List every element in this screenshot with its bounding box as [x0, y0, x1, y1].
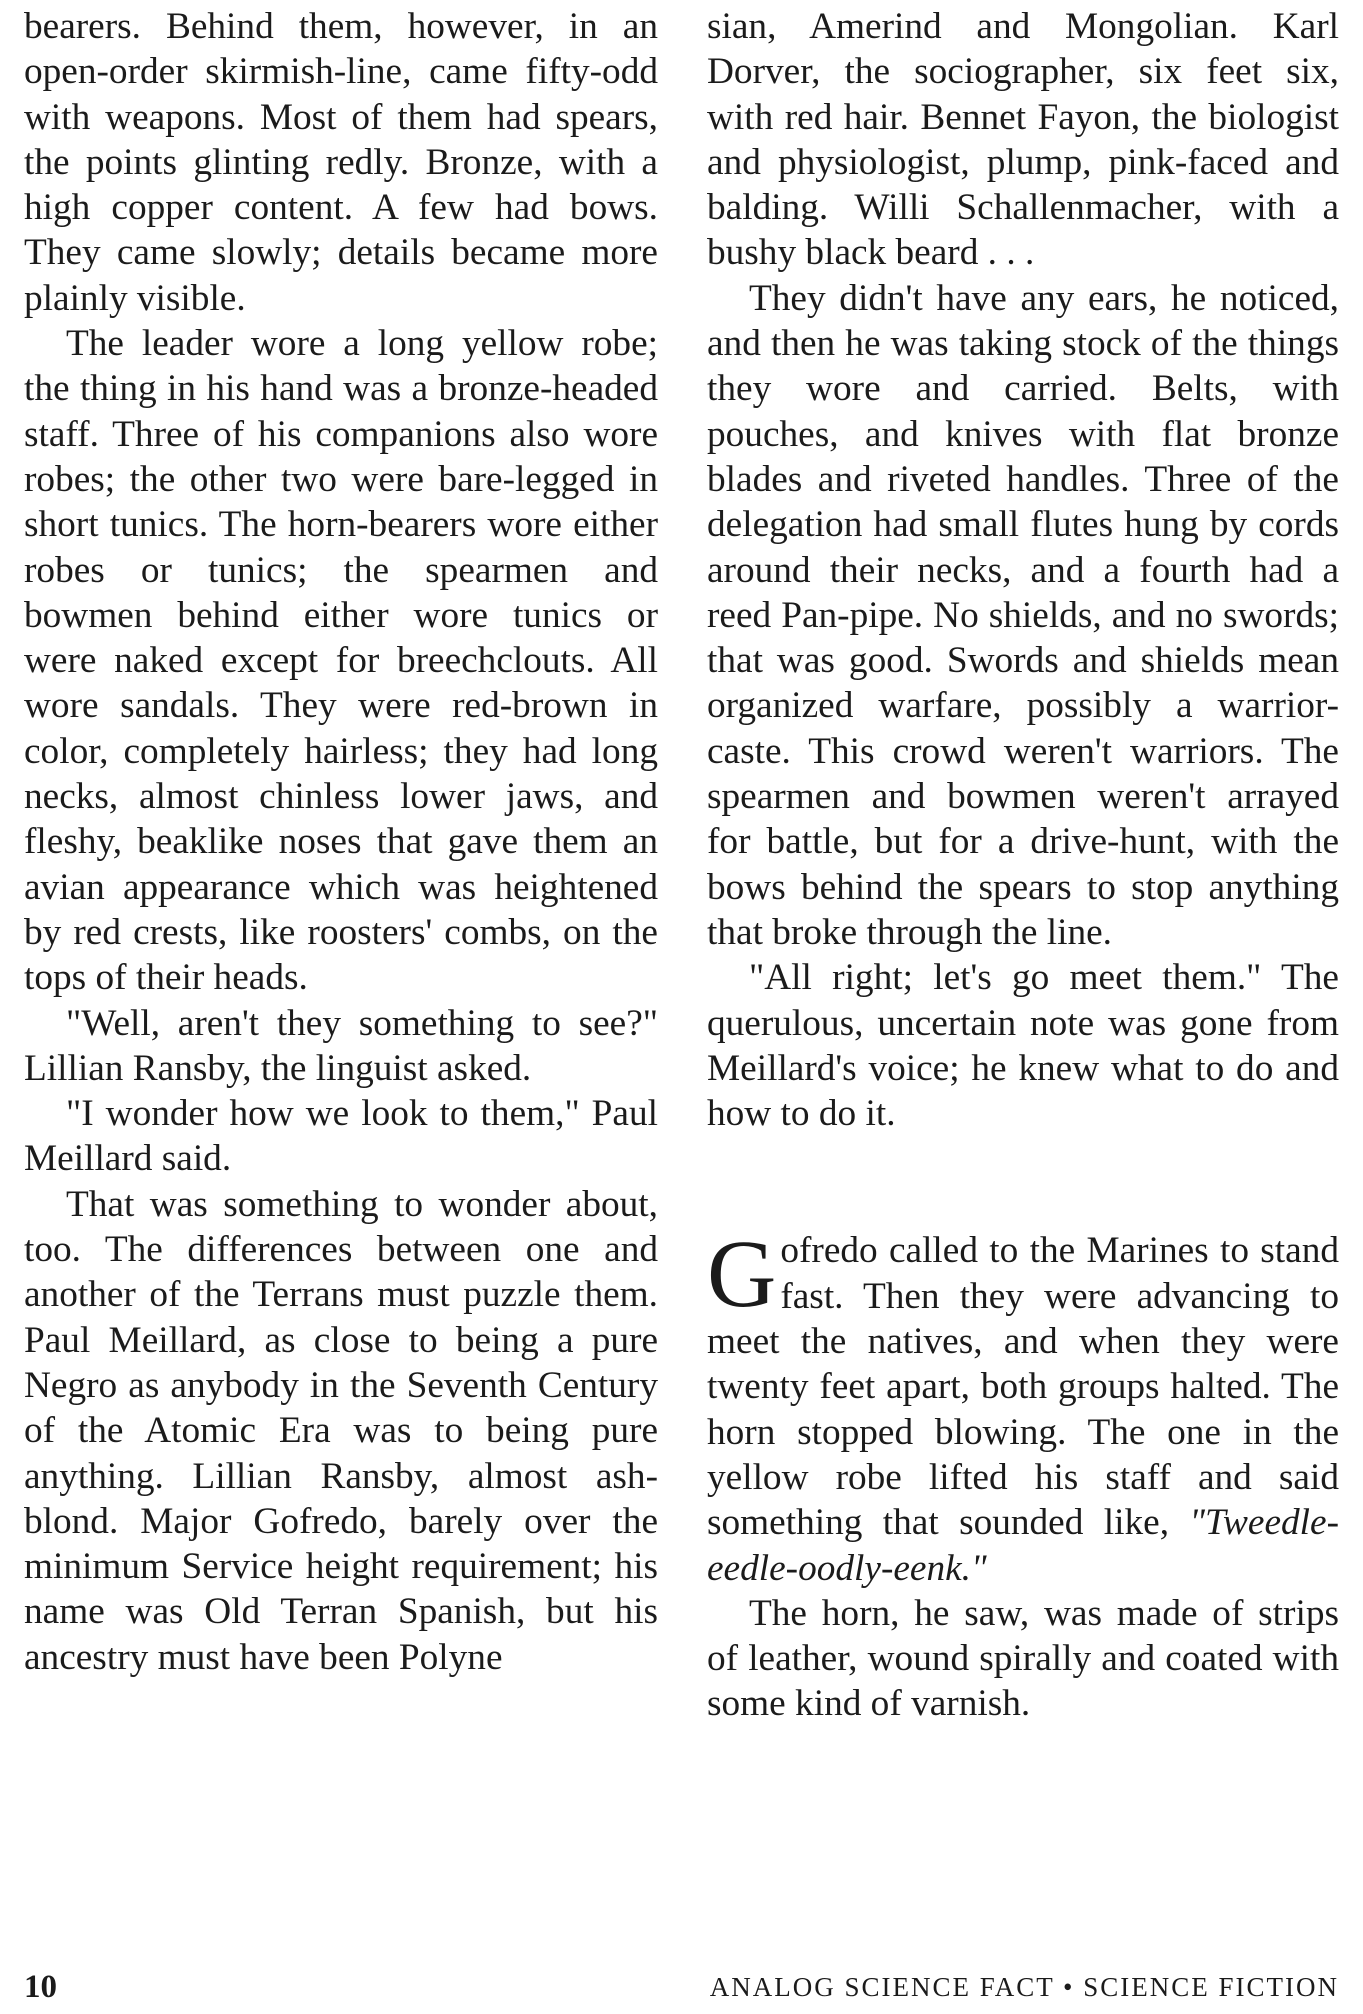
page-number: 10 — [24, 1969, 57, 2005]
paragraph: The leader wore a long yellow robe; the thing in his hand was a bronze-headed staff. Three of his companions also wore robes; the other two were bare-legged in short tunics. The horn-bearers wore either robes or tunics; the spearmen and bowmen behind either wore tunics or were naked except for breechclouts. All wore sandals. They were red-brown in color, completely hairless; they had long necks, almost chinless lower jaws, and fleshy, beaklike noses that gave them an avian appearance which was heightened by red crests, like roosters' combs, on the tops of their heads. — [24, 323, 658, 999]
paragraph: "Well, aren't they something to see?" Lillian Ransby, the linguist asked. — [24, 1002, 658, 1089]
alien-speech: "Tweedle-eedle-oodly-eenk." — [707, 1502, 1339, 1589]
paragraph-text: ofredo called to the Marines to stand fast. Then they were advancing to meet the natives, and when they were twenty feet apart, both groups halted. The horn stopped blowing. The one in the yellow robe lifted his staff and said something that sounded like, — [707, 1230, 1339, 1544]
paragraph: The horn, he saw, was made of strips of leather, wound spirally and coated with some kind of varnish. — [707, 1592, 1339, 1725]
paragraph: sian, Amerind and Mongolian. Karl Dorver, the sociographer, six feet six, with red hair. Bennet Fayon, the biologist and physiologist, plump, pink-faced and balding. Willi Schallenmacher, with a bushy black beard . . . — [707, 6, 1339, 274]
paragraph: That was something to wonder about, too. The differences between one and another of the Terrans must puzzle them. Paul Meillard, as close to being a pure Negro as anybody in the Seventh Century of the Atomic Era was to being pure anything. Lillian Ransby, almost ash-blond. Major Gofredo, barely over the minimum Service height requirement; his name was Old Terran Spanish, but his ancestry must have been Polyne — [24, 1183, 658, 1678]
drop-cap: G — [707, 1220, 777, 1328]
paragraph: "All right; let's go meet them." The querulous, uncertain note was gone from Meillard's voice; he knew what to do and how to do it. — [707, 957, 1339, 1135]
paragraph: bearers. Behind them, however, in an open-order skirmish-line, came fifty-odd with weapons. Most of them had spears, the points glinting redly. Bronze, with a high copper content. A few had bows. They came slowly; details became more plainly visible. — [24, 6, 658, 319]
running-head: ANALOG SCIENCE FACT • SCIENCE FICTION — [709, 1972, 1339, 2002]
right-column — [707, 4, 1339, 1727]
paragraph: "I wonder how we look to them," Paul Meillard said. — [24, 1093, 658, 1180]
paragraph: They didn't have any ears, he noticed, and then he was taking stock of the things they wore and carried. Belts, with pouches, and knives with flat bronze blades and riveted handles. Three of the delegation had small flutes hung by cords around their necks, and a fourth had a reed Pan-pipe. No shields, and no swords; that was good. Swords and shields mean organized warfare, possibly a warrior-caste. This crowd weren't warriors. The spearmen and bowmen weren't arrayed for battle, but for a drive-hunt, with the bows behind the spears to stop anything that broke through the line. — [707, 277, 1339, 953]
section-break — [707, 1136, 1339, 1228]
left-column — [24, 4, 658, 1680]
dropcap-paragraph — [707, 1220, 1339, 1590]
